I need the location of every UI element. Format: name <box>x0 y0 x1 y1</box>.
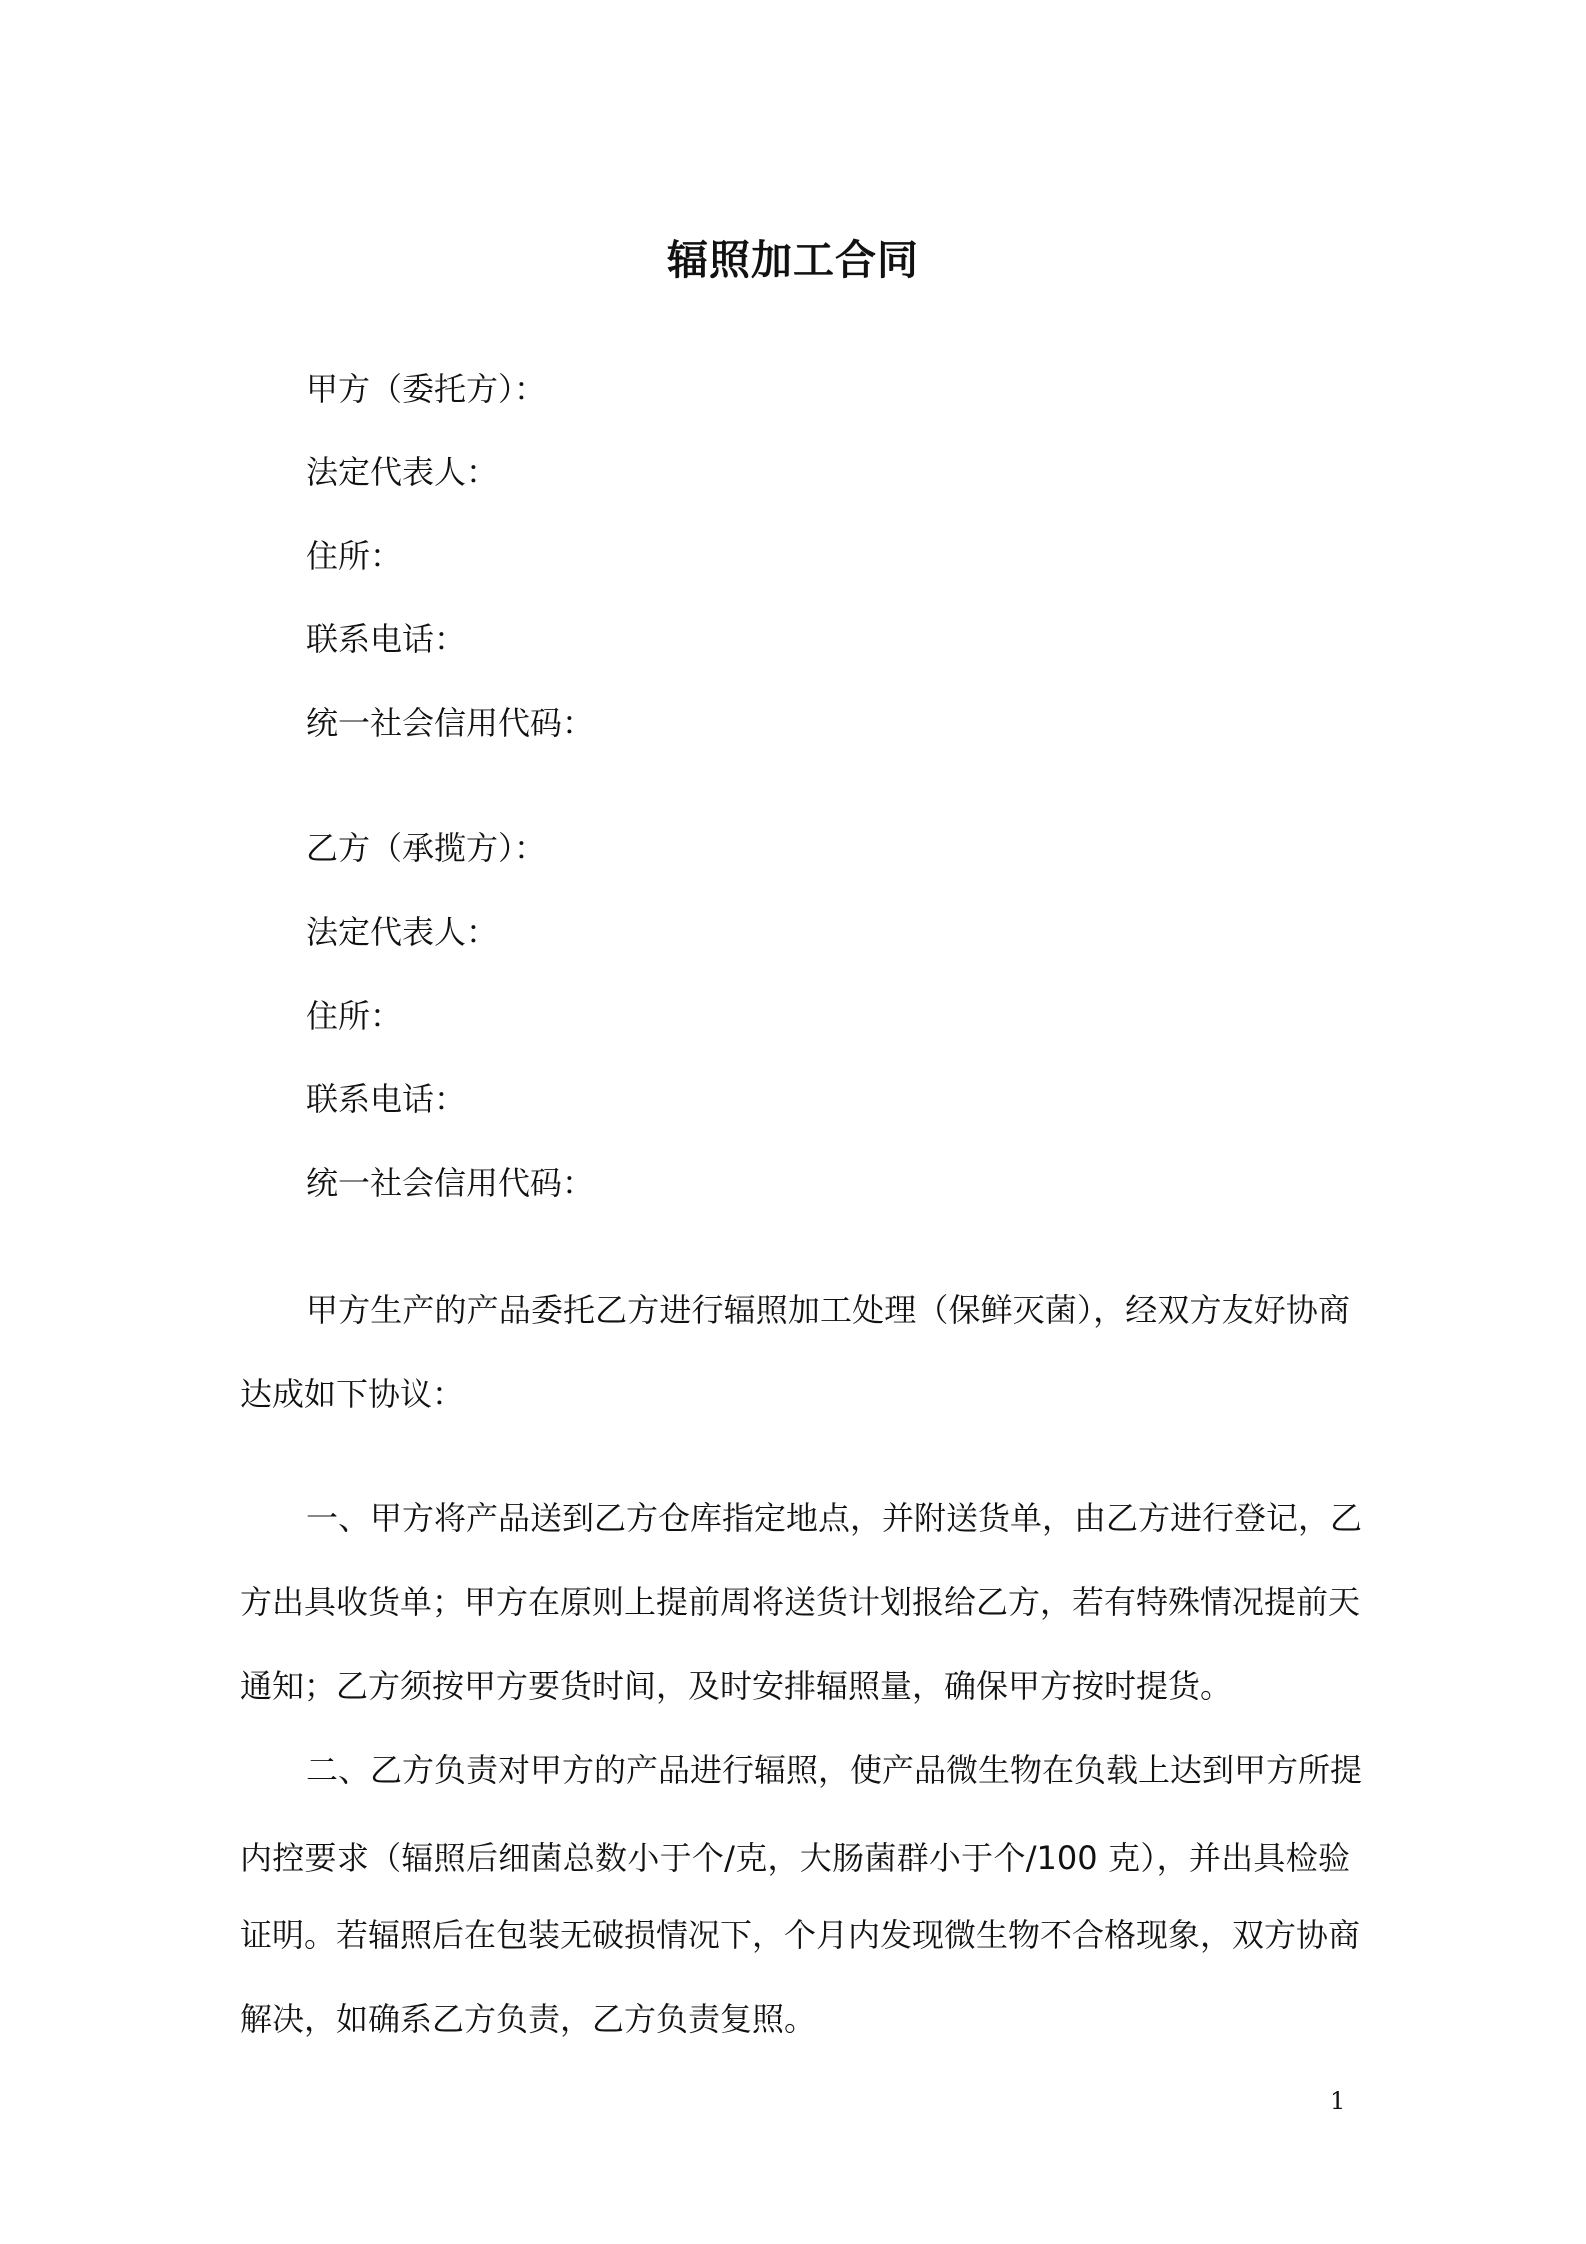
party-a-phone: 联系电话： <box>306 620 467 658</box>
clause-2-line: 证明。若辐照后在包装无破损情况下，个月内发现微生物不合格现象，双方协商 <box>240 1916 1361 1954</box>
intro-line: 甲方生产的产品委托乙方进行辐照加工处理（保鲜灭菌），经双方友好协商 <box>306 1291 1350 1329</box>
clause-1-line: 通知；乙方须按甲方要货时间，及时安排辐照量，确保甲方按时提货。 <box>240 1667 1233 1705</box>
clause-2-line: 内控要求（辐照后细菌总数小于个/克，大肠菌群小于个/100 克），并出具检验 <box>240 1839 1350 1877</box>
document-title: 辐照加工合同 <box>667 236 919 284</box>
party-b-phone: 联系电话： <box>306 1080 467 1118</box>
party-a-address: 住所： <box>306 537 403 575</box>
party-b-legal-rep: 法定代表人： <box>306 913 499 951</box>
clause-2-line: 二、乙方负责对甲方的产品进行辐照，使产品微生物在负载上达到甲方所提 <box>306 1751 1363 1789</box>
party-b-credit-code: 统一社会信用代码： <box>306 1164 595 1202</box>
clause-2-line: 解决，如确系乙方负责，乙方负责复照。 <box>240 2000 817 2038</box>
intro-line: 达成如下协议： <box>240 1375 465 1413</box>
page-number: 1 <box>1330 2087 1346 2115</box>
clause-1-line: 方出具收货单；甲方在原则上提前周将送货计划报给乙方，若有特殊情况提前天 <box>240 1583 1361 1621</box>
party-b-heading: 乙方（承揽方）： <box>306 829 547 867</box>
party-a-credit-code: 统一社会信用代码： <box>306 704 595 742</box>
party-b-address: 住所： <box>306 997 403 1035</box>
party-a-legal-rep: 法定代表人： <box>306 453 499 491</box>
clause-1-line: 一、甲方将产品送到乙方仓库指定地点，并附送货单，由乙方进行登记，乙 <box>306 1499 1363 1537</box>
party-a-heading: 甲方（委托方）： <box>306 370 547 408</box>
